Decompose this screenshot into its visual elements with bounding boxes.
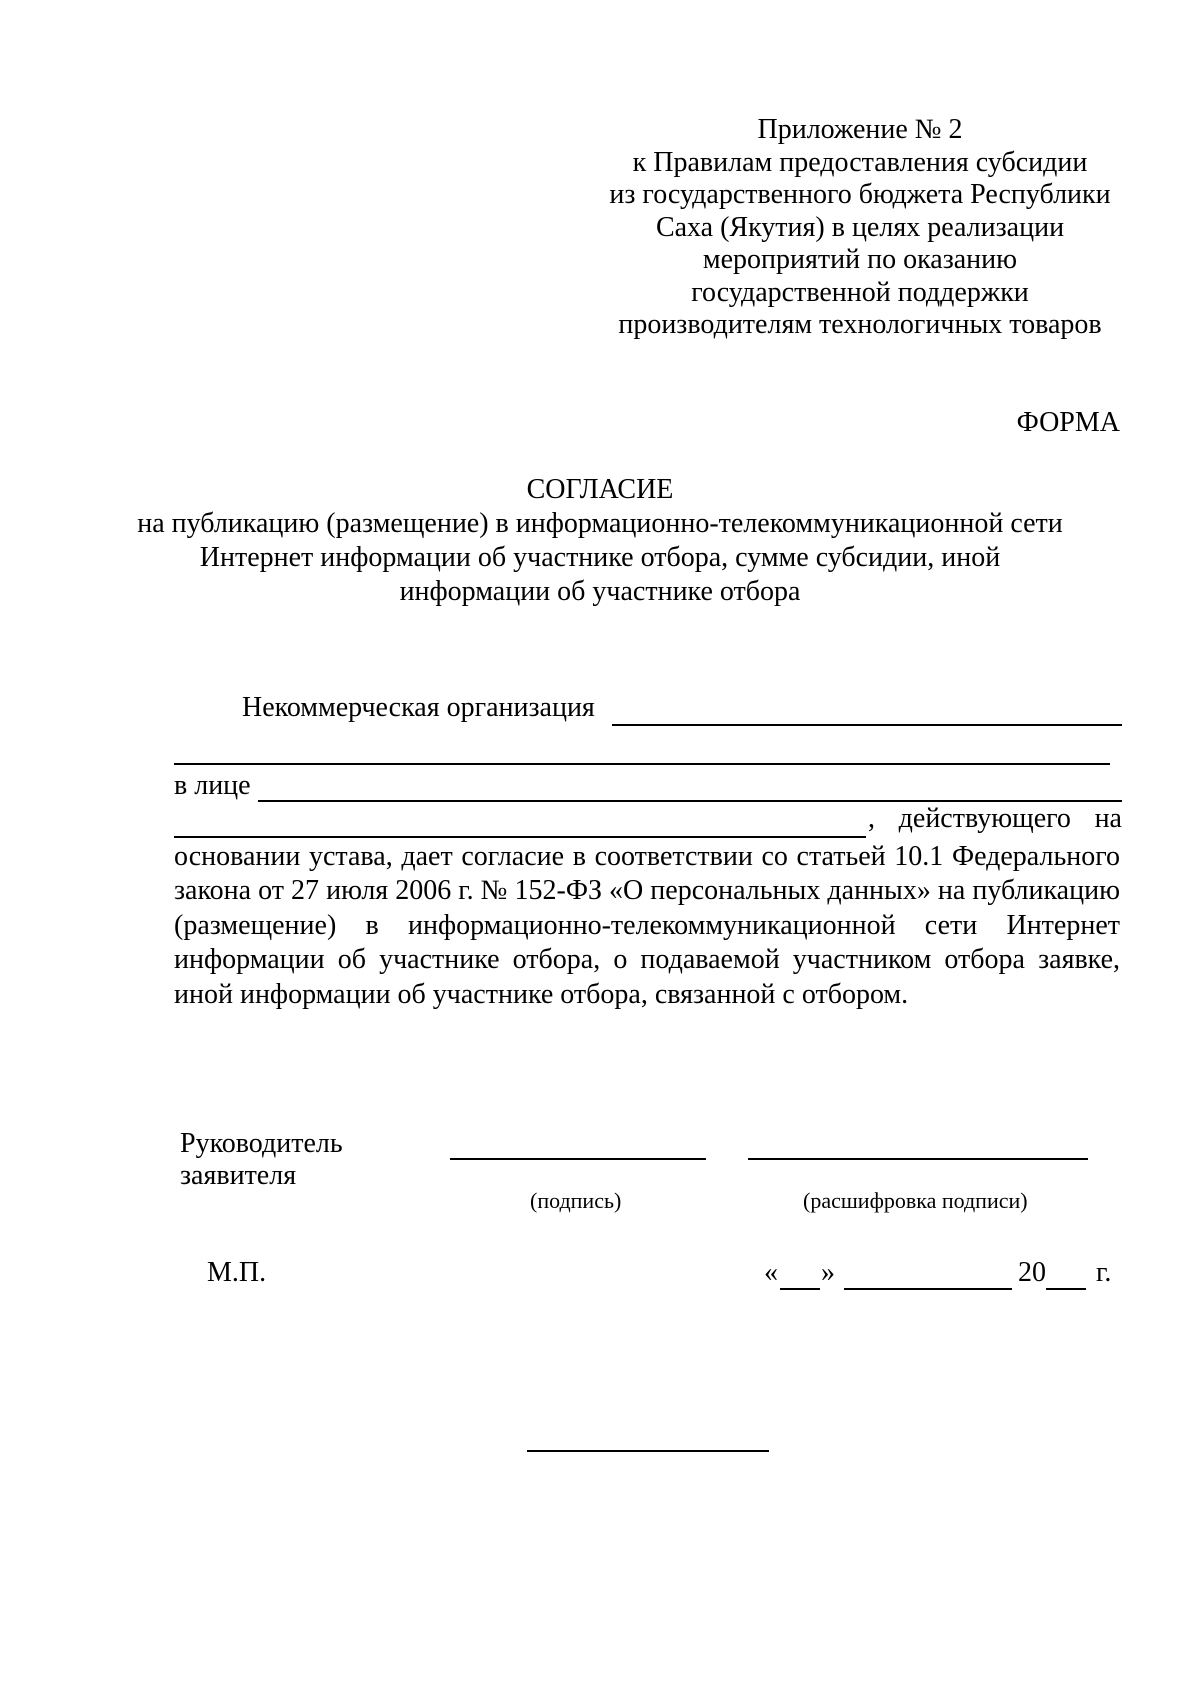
signature-decode-field[interactable] [748, 1158, 1088, 1160]
title-line: информации об участнике отбора [399, 576, 801, 607]
body-line: (размещение) в информационно-телекоммуникационной сети Интернет [174, 909, 1120, 941]
appendix-line: Приложение № 2 [757, 114, 963, 145]
org-label: Некоммерческая организация [242, 692, 595, 723]
title-line: на публикацию (размещение) в информационно-телекоммуникационной сети [137, 508, 1063, 539]
appendix-line: мероприятий по оказанию [702, 244, 1018, 275]
signature-caption: (подпись) [530, 1188, 622, 1213]
body-line: закона от 27 июля 2006 г. № 152-ФЗ «О персональных данных» на публикацию [174, 875, 1120, 907]
stamp-label: М.П. [207, 1257, 267, 1288]
signature-field[interactable] [450, 1158, 706, 1160]
date-year-suffix: г. [1096, 1257, 1112, 1288]
body-line: информации об участнике отбора, о подаваемой участником отбора заявке, [174, 944, 1120, 976]
date-open-quote: « [764, 1257, 778, 1288]
date-year-prefix: 20 [1018, 1257, 1046, 1288]
signer-role-line2: заявителя [180, 1160, 297, 1191]
person-name-field[interactable] [258, 800, 1122, 802]
appendix-line: производителям технологичных товаров [618, 309, 1102, 340]
appendix-line: государственной поддержки [691, 276, 1029, 308]
consent-body [174, 840, 1120, 1012]
bottom-separator [527, 1450, 769, 1452]
date-day-field[interactable] [780, 1288, 820, 1290]
document-title [120, 473, 1080, 609]
date-close-quote: » [821, 1257, 835, 1288]
appendix-line: Саха (Якутия) в целях реализации [655, 211, 1065, 243]
date-year-field[interactable] [1046, 1288, 1086, 1290]
title-line: Интернет информации об участнике отбора, сумме субсидии, иной [199, 542, 1001, 573]
date-month-field[interactable] [844, 1288, 1012, 1290]
signer-role-line1: Руководитель [180, 1128, 343, 1159]
org-name-field-continued[interactable] [174, 763, 1110, 765]
title-heading: СОГЛАСИЕ [526, 474, 674, 505]
signature-decode-caption: (расшифровка подписи) [803, 1188, 1028, 1213]
appendix-line: из государственного бюджета Республики [609, 179, 1111, 210]
appendix-line: к Правилам предоставления субсидии [632, 146, 1088, 178]
person-label: в лице [174, 770, 251, 801]
body-line: иной информации об участнике отбора, связанной с отбором. [174, 978, 909, 1010]
person-position-field[interactable] [174, 836, 866, 838]
form-label: ФОРМА [1016, 407, 1120, 438]
org-name-field[interactable] [612, 724, 1122, 726]
appendix-header [600, 114, 1120, 342]
body-line: основании устава, дает согласие в соответствии со статьей 10.1 Федерального [174, 841, 1120, 872]
acting-text: , действующего на [868, 803, 1122, 834]
